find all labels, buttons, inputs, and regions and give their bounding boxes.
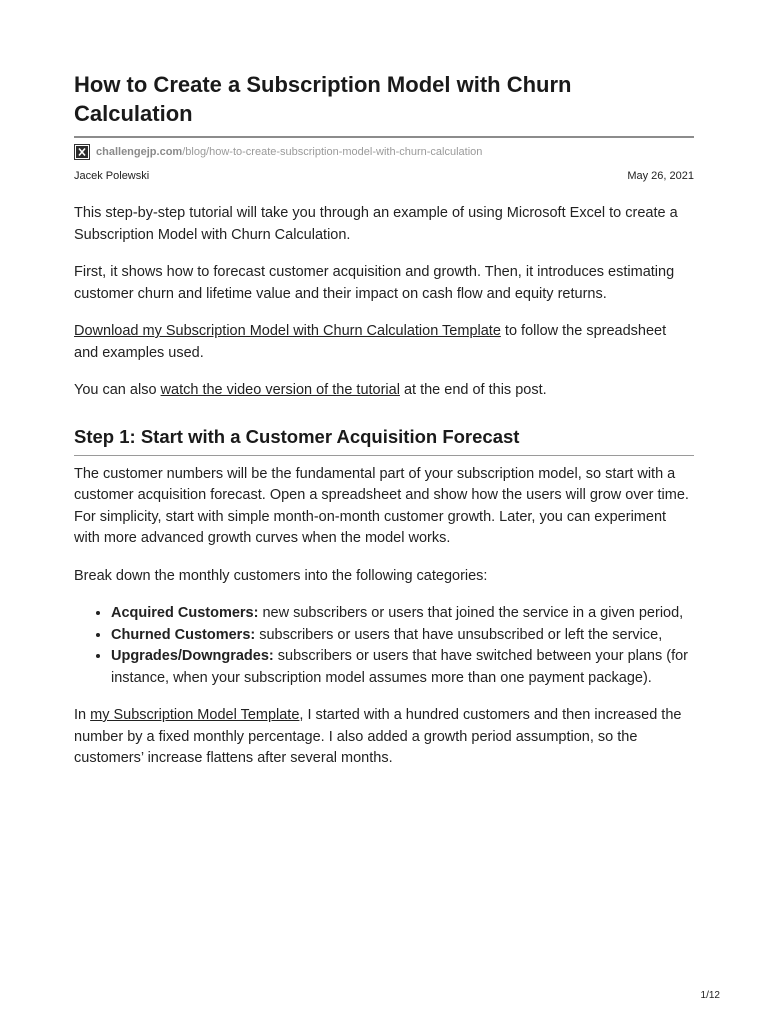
list-item bbox=[111, 603, 694, 625]
source-path: /blog/how-to-create-subscription-model-with-churn-calculation bbox=[182, 146, 483, 158]
excel-file-icon bbox=[74, 144, 90, 160]
publish-date: May 26, 2021 bbox=[627, 170, 694, 182]
list-item-desc: subscribers or users that have unsubscribed or left the service, bbox=[255, 626, 663, 643]
list-item-term: Upgrades/Downgrades: bbox=[111, 648, 274, 664]
page-number: 1/12 bbox=[700, 990, 720, 1001]
list-item-desc: subscribers or users that have switched between your plans (for instance, when your subscription model assumes more than one payment package). bbox=[111, 648, 689, 686]
article bbox=[74, 70, 694, 770]
source-row bbox=[74, 143, 694, 161]
list-item bbox=[111, 646, 694, 689]
video-paragraph bbox=[74, 380, 694, 402]
first-paragraph: First, it shows how to forecast customer acquisition and growth. Then, it introduces estimating customer churn and lifetime value and their impact on cash flow and equity returns. bbox=[74, 264, 675, 302]
list-item-term: Acquired Customers: bbox=[111, 605, 259, 621]
video-paragraph-pre: You can also bbox=[74, 382, 161, 398]
video-paragraph-post: at the end of this post. bbox=[399, 382, 547, 398]
video-tutorial-link[interactable]: watch the video version of the tutorial bbox=[160, 382, 400, 398]
step1-body: The customer numbers will be the fundamental part of your subscription model, so start with a customer acquisition forecast. Open a spreadsheet and show how the users will grow over time. For simplicity, start with simple month-on-month customer growth. Later, you can experiment with more advanced growth curves when the model works. bbox=[74, 465, 689, 546]
download-paragraph-text: to follow the spreadsheet and examples used. bbox=[74, 323, 667, 361]
breakdown-paragraph: Break down the monthly customers into the following categories: bbox=[74, 567, 488, 584]
source-domain: challengejp.com bbox=[96, 146, 183, 158]
meta-row bbox=[74, 169, 694, 183]
intro-paragraph: This step-by-step tutorial will take you through an example of using Microsoft Excel to create a Subscription Model with Churn Calculation. bbox=[74, 205, 678, 243]
step1-divider bbox=[74, 455, 694, 456]
subscription-template-link[interactable]: my Subscription Model Template bbox=[90, 707, 300, 723]
author: Jacek Polewski bbox=[74, 170, 150, 182]
title-divider bbox=[74, 136, 694, 138]
download-paragraph bbox=[74, 321, 694, 364]
categories-list bbox=[74, 603, 694, 689]
template-paragraph-post: , I started with a hundred customers and then increased the number by a fixed monthly percentage. I also added a growth period assumption, so the customers’ increase flattens after several months. bbox=[74, 707, 682, 766]
list-item-term: Churned Customers: bbox=[111, 626, 256, 643]
list-item bbox=[111, 625, 694, 647]
step1-heading: Step 1: Start with a Customer Acquisition Forecast bbox=[74, 425, 520, 447]
source-url[interactable] bbox=[96, 146, 482, 158]
template-paragraph-pre: In bbox=[74, 707, 91, 723]
template-paragraph bbox=[74, 705, 694, 770]
list-item-desc: new subscribers or users that joined the service in a given period, bbox=[258, 605, 684, 621]
page-title: How to Create a Subscription Model with Churn Calculation bbox=[74, 72, 572, 126]
download-template-link[interactable]: Download my Subscription Model with Churn Calculation Template bbox=[74, 323, 501, 339]
